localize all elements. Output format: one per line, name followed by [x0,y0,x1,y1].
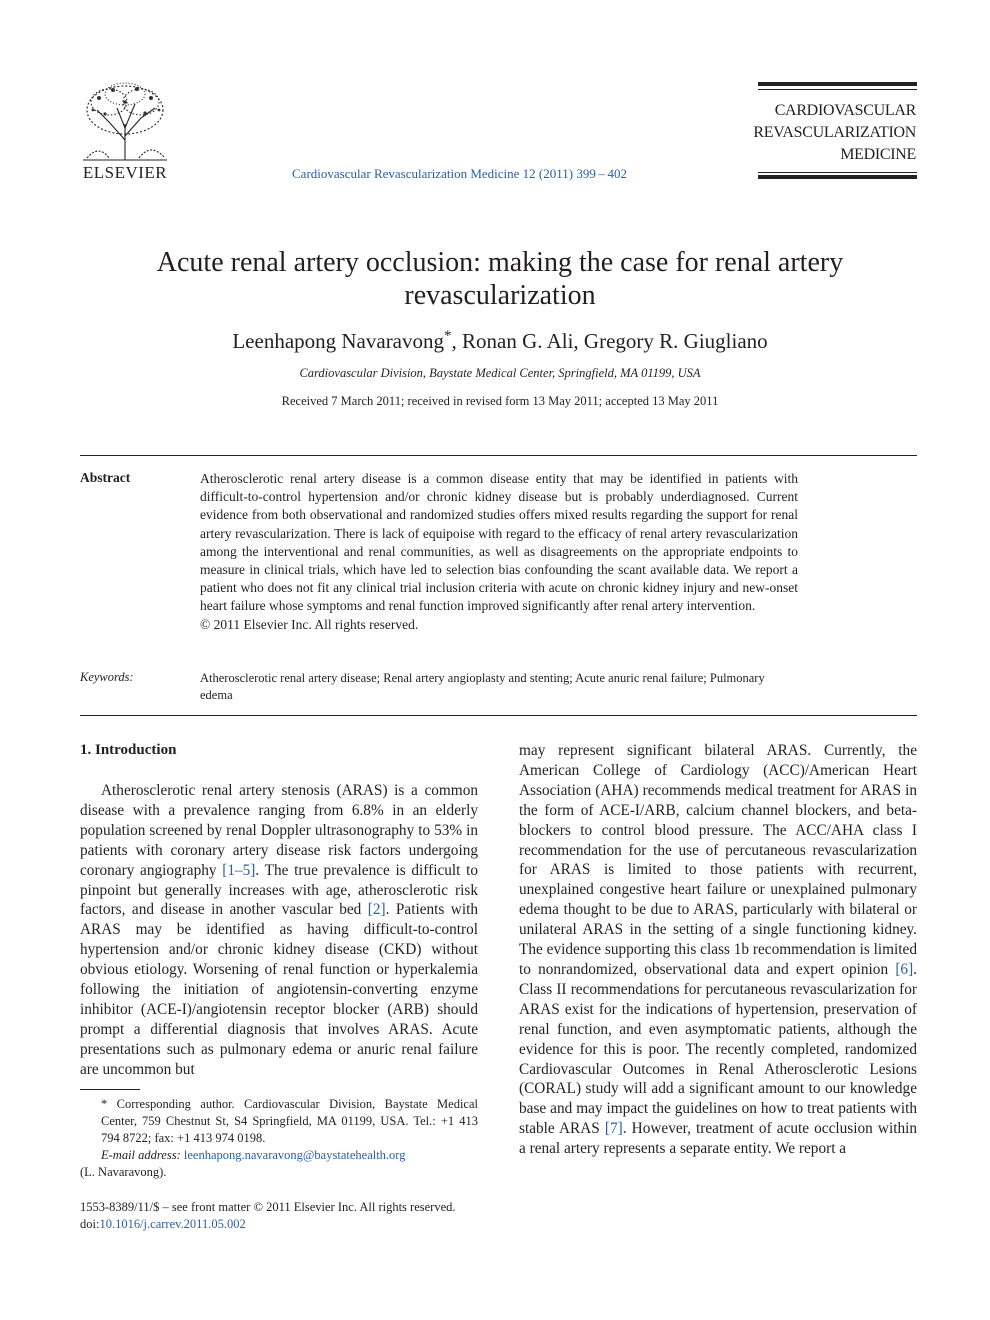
journal-title-line: REVASCULARIZATION [753,124,916,141]
doi-label: doi: [80,1217,100,1231]
front-matter [80,1199,456,1233]
journal-title [753,100,916,166]
article-title: Acute renal artery occlusion: making the case for renal artery revascularization [156,247,844,311]
keywords-label: Keywords: [80,670,134,684]
affiliation: Cardiovascular Division, Baystate Medical Center, Springfield, MA 01199, USA [299,366,701,380]
keywords-list: Atherosclerotic renal artery disease; Renal artery angioplasty and stenting; Acute anuric renal failure; Pulmonary edema [200,671,765,702]
corresponding-mark[interactable]: * [444,328,452,344]
doi-line [80,1216,456,1233]
paragraph-text: . The true prevalence is difficult to pinpoint but generally increases with age, atherosclerotic risk factors, and disease in another vascular bed [80,861,478,919]
journal-rule-bottom-thin [758,172,917,173]
email-label: E-mail address: [101,1148,181,1162]
paragraph-text: . Patients with ARAS may be identified as having difficult-to-control hypertension and/or chronic kidney disease (CKD) without obvious etiology. Worsening of renal function or hyperkalemia following the initiation of angiotensin-converting enzyme inhibitor (ACE-I)/angiotensin receptor blocker (ARB) should prompt a differential diagnosis that involves ARAS. Acute presentations such as pulmonary edema or anuric renal failure are uncommon but [80,901,478,1078]
abstract-copyright: © 2011 Elsevier Inc. All rights reserved. [200,616,419,632]
footnote-text: * Corresponding author. Cardiovascular Division, Baystate Medical Center, 759 Chestnut St, S4 Springfield, MA 01199, USA. Tel.: +1 413 794 8722; fax: +1 413 974 0198. [101,1097,478,1145]
abstract-top-rule [80,455,917,456]
paragraph-text: . However, treatment of acute occlusion within a renal artery represents a separate entity. We report a [519,1120,917,1158]
journal-rule-top [758,82,917,86]
abstract-bottom-rule [80,715,917,716]
journal-rule-top-thin [758,89,917,90]
elsevier-tree-icon [79,80,171,162]
publisher-wordmark: ELSEVIER [82,163,168,182]
article-history: Received 7 March 2011; received in revised form 13 May 2011; accepted 13 May 2011 [281,394,719,408]
journal-title-line: MEDICINE [840,146,916,163]
body-column-left [80,781,478,1080]
journal-rule-bottom [758,175,917,179]
email-link[interactable]: leenhapong.navaravong@baystatehealth.org [183,1148,406,1162]
author-name[interactable]: Leenhapong Navaravong [232,329,445,353]
footnote-email-line [80,1147,478,1164]
citation-link[interactable]: [7] [604,1120,623,1138]
doi-link[interactable]: 10.1016/j.carrev.2011.05.002 [99,1217,246,1231]
paragraph-text: . Class II recommendations for percutaneous revascularization for ARAS exist for the indications of hypertension, preservation of renal function, and even asymptomatic patients, although the evidence for this is poor. The recently completed, randomized Cardiovascular Outcomes in Renal Atherosclerotic Lesions (CORAL) study will add a significant amount to our knowledge base and may impact the guidelines on how to treat patients with stable ARAS [519,960,917,1138]
corresponding-author-footnote [80,1096,478,1181]
author-list [100,328,900,354]
author-names-rest: , Ronan G. Ali, Gregory R. Giugliano [451,329,768,353]
citation-link[interactable]: [1–5] [222,861,256,879]
email-owner: (L. Navaravong). [80,1165,167,1179]
paragraph-text: Atherosclerotic renal artery stenosis (ARAS) is a common disease with a prevalence ranging from 6.8% in an elderly population screened by renal Doppler ultrasonography to 53% in patients with coronary artery disease risk factors undergoing coronary angiography [80,782,478,879]
footnote-rule [80,1089,140,1090]
issn-line: 1553-8389/11/$ – see front matter © 2011 Elsevier Inc. All rights reserved. [80,1200,456,1214]
citation-link[interactable]: [6] [895,960,914,978]
elsevier-logo [79,80,171,180]
abstract-body [200,470,798,634]
journal-citation[interactable]: Cardiovascular Revascularization Medicine 12 (2011) 399 – 402 [292,166,628,181]
citation-link[interactable]: [2] [367,901,386,919]
section-heading-introduction: 1. Introduction [80,742,177,758]
body-column-right [519,741,917,1159]
abstract-label: Abstract [80,470,131,485]
paragraph-text: may represent significant bilateral ARAS. Currently, the American College of Cardiology (ACC)/American Heart Association (AHA) recommends medical treatment for ARAS in the form of ACE-I/ARB, calcium channel blockers, and beta-blockers to control blood pressure. The ACC/AHA class I recommendation for the use of percutaneous revascularization for ARAS is limited to those patients with recurrent, unexplained congestive heart failure or unexplained pulmonary edema thought to be due to ARAS, particularly with bilateral or unilateral ARAS in the setting of a single functioning kidney. The evidence supporting this class 1b recommendation is limited to nonrandomized, observational data and expert opinion [519,742,917,978]
journal-title-line: CARDIOVASCULAR [774,102,916,119]
abstract-text: Atherosclerotic renal artery disease is a common disease entity that may be identified in patients with difficult-to-control hypertension and/or chronic kidney disease but is probably underdiagnosed. Current evidence from both observational and randomized studies offers mixed results regarding the support for renal artery revascularization. There is lack of equipoise with regard to the efficacy of renal artery revascularization among the interventional and renal communities, as well as disagreements on the appropriate endpoints to measure in clinical trials, which have led to selection bias confounding the scant available data. We report a patient who does not fit any clinical trial inclusion criteria with acute on chronic kidney injury and new-onset heart failure whose symptoms and renal function improved significantly after renal artery intervention. [200,471,798,614]
